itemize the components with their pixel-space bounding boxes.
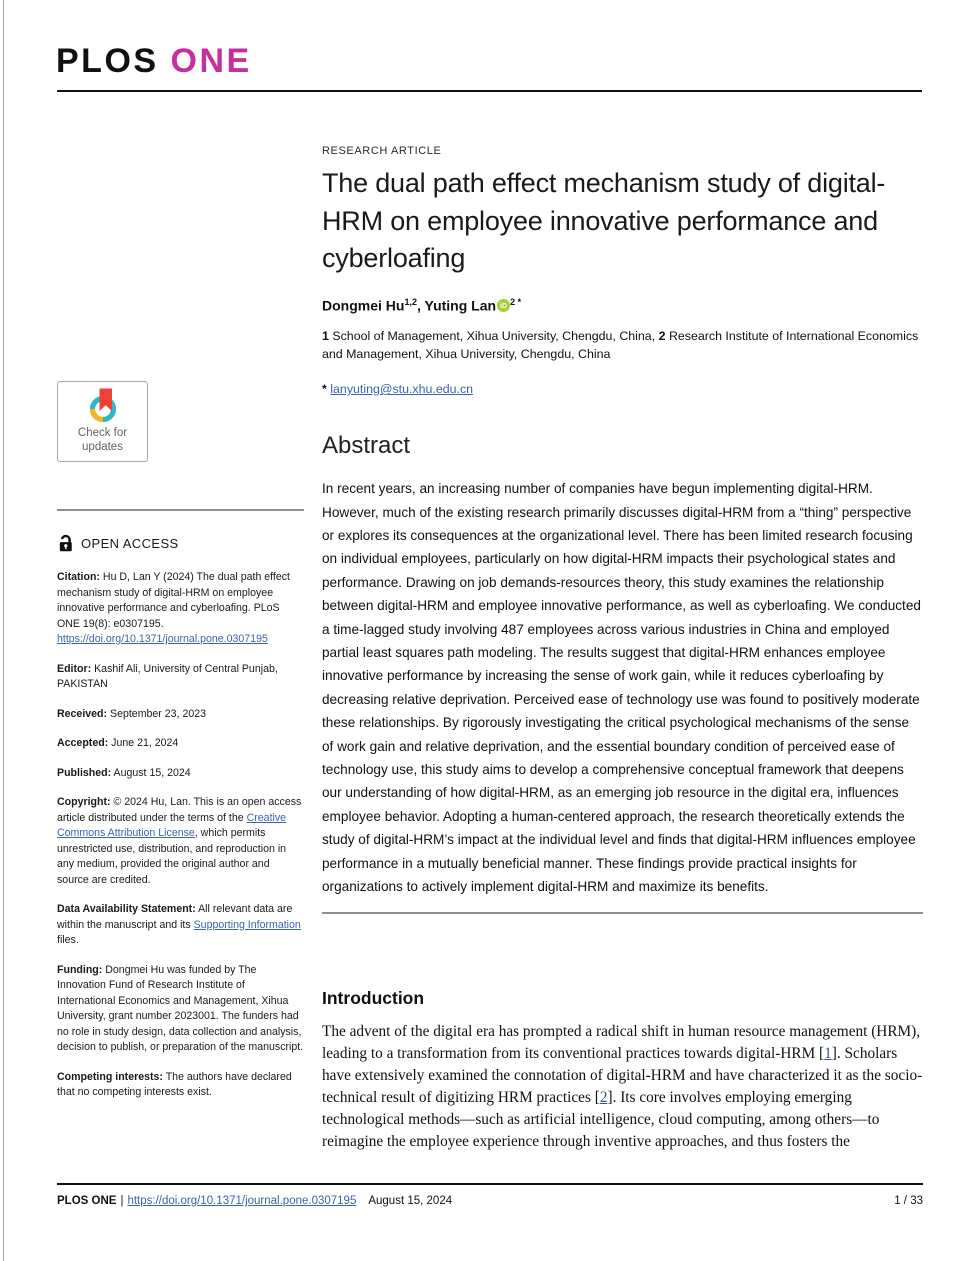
- check-for-updates-badge[interactable]: [57, 381, 148, 462]
- header-rule: [57, 90, 922, 92]
- article-type-kicker: RESEARCH ARTICLE: [322, 145, 442, 157]
- footer-date: August 15, 2024: [368, 1195, 453, 1207]
- competing-interests-label: Competing interests:: [57, 1070, 163, 1083]
- author-1-name: Dongmei Hu: [322, 297, 405, 314]
- footer-page-number: 1 / 33: [894, 1195, 923, 1207]
- orcid-icon[interactable]: [497, 299, 510, 315]
- footer-doi-link[interactable]: https://doi.org/10.1371/journal.pone.0307195: [127, 1195, 357, 1207]
- data-availability-block: Data Availability Statement: All relevant data are within the manuscript and its Supporting Information files.: [57, 903, 301, 946]
- footer-left: PLOS ONE | https://doi.org/10.1371/journal.pone.0307195 August 15, 2024: [57, 1195, 453, 1207]
- email-link[interactable]: lanyuting@stu.xhu.edu.cn: [330, 382, 474, 397]
- citation-block: [57, 570, 304, 648]
- accepted-block: Accepted: June 21, 2024: [57, 737, 179, 749]
- author-line: Dongmei Hu$^{1,2}$, Yuting Lan iD $^2$ *: [322, 296, 522, 314]
- abstract-divider: [322, 912, 923, 914]
- crossmark-icon: [83, 386, 123, 426]
- citation-label: Citation:: [57, 571, 100, 583]
- published-label: Published:: [57, 766, 112, 779]
- open-access-label: OPEN ACCESS: [81, 536, 179, 551]
- introduction-heading: Introduction: [322, 988, 425, 1009]
- page-edge-line: [3, 0, 4, 1261]
- author-2-affil-sup: 2: [510, 296, 516, 307]
- accepted-label: Accepted:: [57, 737, 109, 749]
- footer-rule: [57, 1183, 923, 1185]
- footer: [57, 1195, 923, 1207]
- supporting-information-link[interactable]: Supporting Information: [193, 918, 301, 931]
- author-2-name: Yuting Lan: [424, 297, 497, 314]
- main-column: [322, 145, 923, 1153]
- sidebar-divider: [57, 509, 304, 511]
- open-padlock-icon: [57, 534, 74, 553]
- data-availability-label: Data Availability Statement:: [57, 903, 196, 915]
- funding-label: Funding:: [57, 963, 103, 976]
- sidebar: [57, 381, 304, 1115]
- open-access-row: [57, 534, 304, 553]
- footer-journal: PLOS ONE: [57, 1195, 117, 1207]
- abstract-text: In recent years, an increasing number of companies have begun implementing digital-HRM. However, much of the existing research primarily discusses digital-HRM from a “thing” perspective or explores its consequences at the organizational level. There has been limited research focusing on individual employees, particularly on how digital-HRM impacts their psychological states and performance. Drawing on job demands-resources theory, this study examines the relationship between digital-HRM and employee innovative performance, as well as cyberloafing. We conducted a time-lagged study involving 487 employees across various industries in China and employed partial least squares path modeling. The results suggest that digital-HRM enhances employee innovative performance by increasing the sense of work gain, while it reduces cyberloafing by decreasing relative deprivation. Perceived ease of technology use was found to positively moderate these relationships. By rigorously investigating the critical psychological mechanisms of the sense of work gain and relative deprivation, and the essential boundary condition of perceived ease of technology use, this study aims to develop a comprehensive conceptual framework that deepens our understanding of how digital-HRM, as an emerging job resource in the digital era, influences employee behavior. Adopting a human-centered approach, the research theoretically extends the study of digital-HRM’s impact at the individual level and finds that digital-HRM influences employee performance in a mutually beneficial manner. These findings provide practical insights for organizations to actively implement digital-HRM and maximize its benefits.: [322, 481, 921, 895]
- article-title: The dual path effect mechanism study of digital-HRM on employee innovative performance and cyberloafing: [322, 168, 886, 273]
- funding-block: Funding: Dongmei Hu was funded by The Innovation Fund of Research Institute of International Economics and Management, Xihua University, grant number 2023001. The funders had no role in study design, data collection and analysis, decision to publish, or preparation of the manuscript.: [57, 963, 304, 1053]
- plos-one-logo: [56, 42, 252, 81]
- corresponding-star: *: [517, 296, 522, 307]
- published-block: Published: August 15, 2024: [57, 766, 191, 779]
- citation-doi-link[interactable]: https://doi.org/10.1371/journal.pone.0307195: [57, 633, 268, 645]
- abstract-heading: Abstract: [322, 432, 411, 460]
- badge-label: Check for updates: [77, 427, 128, 453]
- author-1-affil-sup: 1,2: [404, 296, 417, 307]
- editor-label: Editor:: [57, 662, 92, 675]
- affiliations: 1 School of Management, Xihua University, Chengdu, China, 2 Research Institute of International Economics and Management, Xihua University, Chengdu, China: [322, 329, 919, 361]
- logo-one-text: ONE: [170, 42, 252, 80]
- received-label: Received:: [57, 707, 108, 720]
- introduction-paragraph: The advent of the digital era has prompted a radical shift in human resource management (HRM), leading to a transformation from its conventional practices towards digital-HRM [1]. Scholars have extensively examined the connotation of digital-HRM and have characterized it as the socio-technical result of digitizing HRM practices [2]. Its core involves employing emerging technological methods—such as artificial intelligence, cloud computing, among others—to reimagine the employee experience through inventive approaches, and thus fosters the: [322, 1023, 923, 1151]
- corresponding-email: * lanyuting@stu.xhu.edu.cn: [322, 382, 474, 397]
- editor-block: Editor: Kashif Ali, University of Central Punjab, PAKISTAN: [57, 662, 278, 690]
- copyright-block: Copyright: © 2024 Hu, Lan. This is an open access article distributed under the terms of the Creative Commons Attribution License, which permits unrestricted use, distribution, and reproduction in any medium, provided the original author and source are credited.: [57, 796, 302, 886]
- logo-plos-text: PLOS: [56, 42, 171, 80]
- cc-license-link[interactable]: Creative Commons Attribution License: [57, 811, 287, 839]
- copyright-label: Copyright:: [57, 796, 111, 808]
- reference-link-1[interactable]: 1: [824, 1045, 832, 1063]
- received-block: Received: September 23, 2023: [57, 707, 207, 720]
- competing-interests-block: Competing interests: The authors have declared that no competing interests exist.: [57, 1070, 292, 1098]
- svg-text:iD: iD: [500, 303, 508, 311]
- citation-text: Hu D, Lan Y (2024) The dual path effect mechanism study of digital-HRM on employee innovative performance and cyberloafing. PLoS ONE 19(8): e0307195.: [57, 571, 291, 630]
- reference-link-2[interactable]: 2: [599, 1089, 608, 1107]
